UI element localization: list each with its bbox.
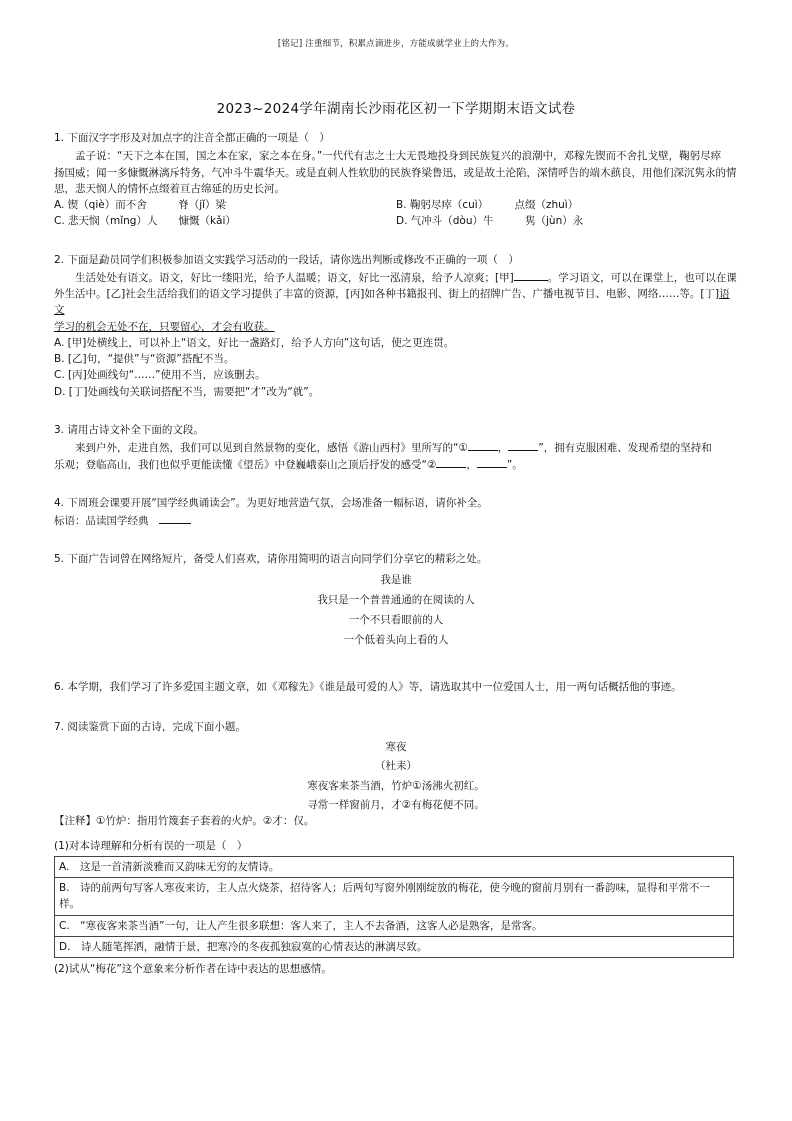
ad-line: 一个不只看眼前的人: [348, 614, 444, 627]
question-2-passage-part: 外生活中。[乙]社会生活给我们的语文学习提供了丰富的资源，[丙]如各种书籍报刊、街上的招牌广告、广播电视节目、电影、网络……等。[丁]: [54, 288, 720, 301]
question-3: [54, 422, 738, 473]
poem-line: 寻常一样窗前月，才②有梅花便不同。: [307, 798, 485, 811]
poem-author: （杜耒）: [375, 760, 417, 773]
question-4-stem: 4. 下周班会课要开展“国学经典诵读会”。为更好地营造气氛，会场准备一幅标语，请你补全。: [54, 496, 488, 509]
question-2-option-b[interactable]: B. [乙]句，“提供”与“资源”搭配不当。: [54, 353, 235, 366]
question-7-sub1-stem: (1)对本诗理解和分析有误的一项是（ ）: [54, 839, 248, 852]
question-3-passage-part: 来到户外，走进自然，我们可以见到自然景物的变化，感悟《游山西村》里所写的“①: [75, 442, 468, 455]
ad-line: 一个低着头向上看的人: [343, 634, 449, 647]
question-1-passage-line: 孟子说：“天下之本在国，国之本在家，家之本在身。”一代代有志之士大无畏地投身到民族复兴的浪潮中，邓稼先锲而不舍扎戈壁，鞠躬尽瘁: [75, 150, 722, 163]
question-3-passage-part: ，: [497, 442, 509, 455]
question-2-underlined-text: 学习的机会无处不在，只要留心，才会有收获。: [54, 320, 275, 333]
question-7-option-d[interactable]: D. 诗人随笔挥洒，融情于景，把寒冷的冬夜孤独寂寞的心情表达的淋漓尽致。: [55, 936, 734, 957]
question-4: [54, 495, 738, 530]
answer-blank[interactable]: [468, 440, 498, 451]
answer-blank[interactable]: [477, 457, 507, 468]
question-2-passage-part: 生活处处有语文。语文，好比一缕阳光，给予人温暖；语文，好比一泓清泉，给予人凉爽；[甲]: [75, 271, 514, 284]
poem-line: 寒夜客来茶当酒，竹炉①汤沸火初红。: [307, 779, 485, 792]
exam-content: [54, 130, 738, 977]
question-7-option-a[interactable]: A. 这是一首清新淡雅而又韵味无穷的友情诗。: [55, 856, 734, 877]
question-3-passage-part: ”。: [506, 458, 523, 471]
question-2-stem: 2. 下面是勐员同学们积极参加语文实践学习活动的一段话，请你选出判断或修改不正确的一项（ ）: [54, 253, 519, 266]
question-5: [54, 551, 738, 648]
ad-line: 我是谁: [380, 573, 412, 586]
question-1-stem: 1. 下面汉字字形及对加点字的注音全都正确的一项是（ ）: [54, 132, 330, 144]
question-2-option-c[interactable]: C. [丙]处画线句“……”使用不当，应该删去。: [54, 369, 266, 382]
question-7-sub2-stem: (2)试从“梅花”这个意象来分析作者在诗中表达的思想感情。: [54, 963, 332, 976]
question-7: [54, 719, 738, 977]
question-6-stem: 6. 本学期，我们学习了许多爱国主题文章，如《邓稼先》《谁是最可爱的人》等，请选取其中一位爱国人士，用一两句话概括他的事迹。: [54, 680, 682, 693]
question-2-option-a[interactable]: A. [甲]处横线上，可以补上“语文，好比一盏路灯，给予人方向”这句话，使之更连贯。: [54, 336, 455, 349]
question-2-passage-part: 。学习语文，可以在课堂上，也可以在课: [547, 271, 737, 284]
question-3-passage-part: 乐观；登临高山，我们也似乎更能读懂《望岳》中登巍峨泰山之顶后抒发的感受“②: [54, 458, 437, 471]
poem-title: 寒夜: [385, 741, 407, 754]
question-7-option-c[interactable]: C. “寒夜客来茶当酒”一句，让人产生很多联想：客人来了，主人不去备酒，这客人必是熟客，是常客。: [55, 915, 734, 936]
question-2: [54, 252, 738, 400]
question-1-passage-line: 思，悲天悯人的情怀点缀着亘古绵延的历史长河。: [54, 182, 285, 195]
answer-blank[interactable]: [514, 270, 548, 281]
question-3-passage-part: ”，拥有克服困难、发现希望的坚持和: [538, 442, 712, 455]
answer-blank[interactable]: [508, 440, 538, 451]
question-7-options-table: [54, 856, 734, 958]
question-2-option-d[interactable]: D. [丁]处画线句关联词搭配不当，需要把“才”改为“就”。: [54, 385, 320, 398]
ad-line: 我只是一个普普通通的在阅读的人: [317, 593, 475, 606]
question-2-underlined-text: 语文: [54, 288, 730, 317]
question-1-option-c[interactable]: C. 悲天悯（mǐng）人 慷慨（kǎi）: [54, 215, 236, 228]
question-1: [54, 130, 738, 230]
question-1-option-d[interactable]: D. 气冲斗（dòu）牛 隽（jùn）永: [396, 215, 584, 228]
question-6: [54, 679, 738, 695]
header-note: [铭记] 注重细节，积累点滴进步，方能成就学业上的大作为。: [277, 39, 515, 49]
page-title: 2023~2024学年湖南长沙雨花区初一下学期期末语文试卷: [216, 101, 576, 118]
question-3-stem: 3. 请用古诗文补全下面的文段。: [54, 423, 204, 436]
question-1-option-b[interactable]: B. 鞠躬尽瘁（cuì） 点缀（zhuì）: [396, 199, 579, 212]
question-1-option-a[interactable]: A. 锲（qiè）而不舍 脊（jǐ）梁: [54, 199, 227, 212]
question-7-stem: 7. 阅读鉴赏下面的古诗，完成下面小题。: [54, 720, 246, 733]
answer-blank[interactable]: [159, 513, 191, 524]
question-7-option-b[interactable]: B. 诗的前两句写客人寒夜来访，主人点火烧茶，招待客人；后两句写窗外刚刚绽放的梅花，使今晚的窗前月别有一番韵味，显得和平常不一样。: [55, 878, 734, 916]
answer-blank[interactable]: [436, 457, 466, 468]
poem-note: 【注释】①竹炉：指用竹篾套子套着的火炉。②才：仅。: [54, 815, 315, 828]
question-1-passage-line: 扬国威；闻一多慷慨淋漓斥特务，气冲斗牛震华天。或是直刺人性软肋的民族脊梁鲁迅，或是故土沦陷，深情呼告的端木蕻良，用他们深沉隽永的情: [54, 166, 737, 179]
question-5-stem: 5. 下面广告词曾在网络短片，备受人们喜欢，请你用简明的语言向同学们分享它的精彩之处。: [54, 553, 488, 566]
question-3-passage-part: ，: [466, 458, 477, 471]
question-4-label: 标语：品读国学经典: [54, 515, 149, 528]
